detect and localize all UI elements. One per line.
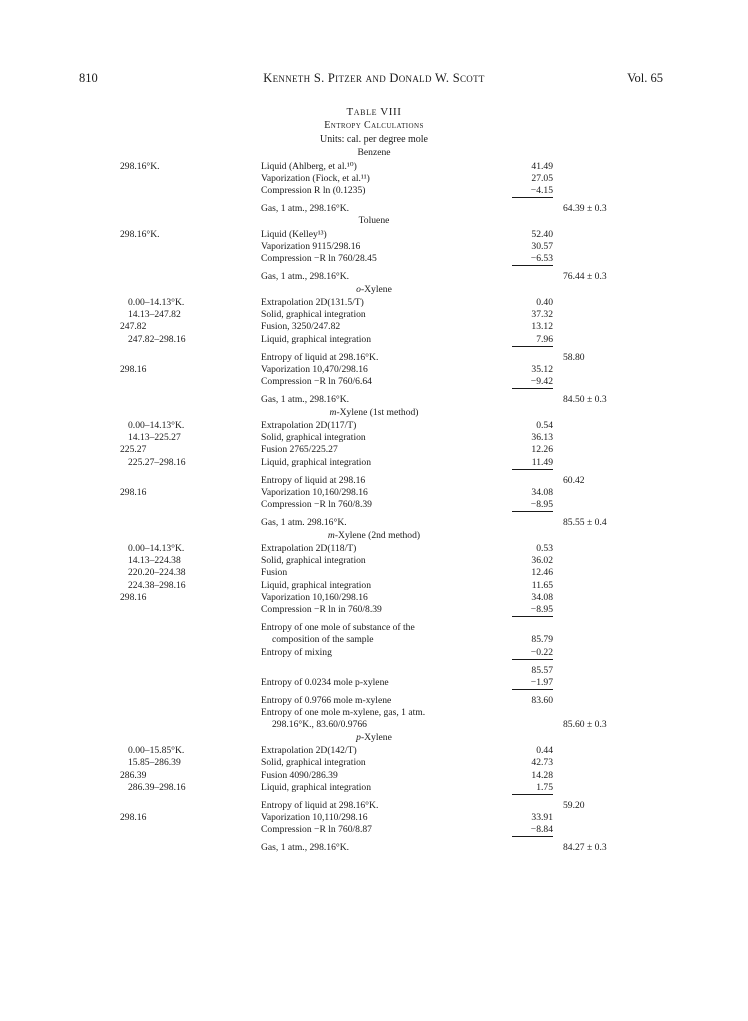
table-row xyxy=(0,757,748,769)
description-cell: Liquid (Kelley¹³) xyxy=(261,228,327,240)
temperature-cell: 225.27 xyxy=(120,444,147,456)
temperature-cell: 298.16°K. xyxy=(120,160,160,172)
table-row xyxy=(0,271,748,283)
table-row xyxy=(0,647,748,659)
section-heading-row xyxy=(0,407,748,421)
table-row xyxy=(0,555,748,567)
page-number: 810 xyxy=(79,71,98,85)
section-heading: o-Xylene xyxy=(356,283,392,295)
description-cell: Fusion, 3250/247.82 xyxy=(261,321,341,333)
value-cell: −8.84 xyxy=(512,824,553,837)
description-cell: Liquid, graphical integration xyxy=(261,781,372,793)
value-cell: −8.95 xyxy=(512,499,553,512)
value-cell: 34.08 xyxy=(531,591,553,603)
value-cell: −0.22 xyxy=(512,647,553,660)
temperature-cell: 220.20–224.38 xyxy=(128,567,186,579)
description-cell: Entropy of liquid at 298.16°K. xyxy=(261,799,379,811)
table-row xyxy=(0,432,748,444)
entropy-table xyxy=(0,147,748,855)
value-cell: 0.44 xyxy=(536,745,553,757)
value-cell: 34.08 xyxy=(531,486,553,498)
temperature-cell: 298.16 xyxy=(120,591,147,603)
description-cell: Entropy of mixing xyxy=(261,646,332,658)
section-heading-row xyxy=(0,147,748,161)
table-row xyxy=(0,444,748,456)
table-row xyxy=(0,812,748,824)
temperature-cell: 14.13–225.27 xyxy=(128,432,181,444)
description-cell: Compression −R ln 760/28.45 xyxy=(261,253,377,265)
result-cell: 84.50 ± 0.3 xyxy=(563,394,607,406)
table-row xyxy=(0,842,748,854)
table-row xyxy=(0,695,748,707)
table-row xyxy=(0,604,748,616)
value-cell: 14.28 xyxy=(531,769,553,781)
table-row xyxy=(0,352,748,364)
table-row xyxy=(0,745,748,757)
temperature-cell: 298.16 xyxy=(120,363,147,375)
description-cell: Liquid, graphical integration xyxy=(261,579,372,591)
table-row xyxy=(0,800,748,812)
value-cell: −1.97 xyxy=(512,677,553,690)
value-cell: 27.05 xyxy=(531,172,553,184)
result-cell: 64.39 ± 0.3 xyxy=(563,203,607,215)
table-row xyxy=(0,394,748,406)
result-cell: 76.44 ± 0.3 xyxy=(563,271,607,283)
table-row xyxy=(0,309,748,321)
value-cell: 11.49 xyxy=(512,457,553,470)
value-cell: 30.57 xyxy=(531,240,553,252)
value-cell: 83.60 xyxy=(531,695,553,707)
section-heading-row xyxy=(0,215,748,229)
value-cell: 33.91 xyxy=(531,812,553,824)
value-cell: 85.79 xyxy=(531,634,553,646)
section-heading: m-Xylene (2nd method) xyxy=(327,529,421,541)
description-cell: Vaporization 10,160/298.16 xyxy=(261,486,368,498)
table-row xyxy=(0,580,748,592)
description-cell: Gas, 1 atm., 298.16°K. xyxy=(261,394,350,406)
description-cell: Fusion 4090/286.39 xyxy=(261,769,338,781)
description-cell: Extrapolation 2D(142/T) xyxy=(261,745,357,757)
table-row xyxy=(0,297,748,309)
description-cell: Liquid, graphical integration xyxy=(261,333,372,345)
description-cell: Vaporization (Fiock, et al.¹¹) xyxy=(261,172,370,184)
temperature-cell: 298.16 xyxy=(120,812,147,824)
table-section xyxy=(0,284,748,407)
value-cell: 0.40 xyxy=(536,297,553,308)
value-cell: 12.46 xyxy=(531,567,553,579)
value-cell: 1.75 xyxy=(512,782,553,795)
value-cell: 41.49 xyxy=(531,160,553,172)
value-cell: −6.53 xyxy=(512,253,553,266)
table-row xyxy=(0,420,748,432)
description-cell: Compression −R ln 760/8.87 xyxy=(261,824,372,836)
value-cell: 37.32 xyxy=(531,309,553,321)
description-cell: Compression −R ln in 760/8.39 xyxy=(261,603,382,615)
section-heading: Toluene xyxy=(358,215,390,227)
temperature-cell: 15.85–286.39 xyxy=(128,757,181,769)
table-row xyxy=(0,782,748,794)
description-cell: Solid, graphical integration xyxy=(261,757,366,769)
description-cell: Entropy of 0.0234 mole p-xylene xyxy=(261,676,389,688)
result-cell: 58.80 xyxy=(563,351,585,363)
table-row xyxy=(0,567,748,579)
section-heading-row xyxy=(0,732,748,746)
result-cell: 85.55 ± 0.4 xyxy=(563,517,607,529)
description-cell: Entropy of liquid at 298.16 xyxy=(261,474,366,486)
table-row xyxy=(0,622,748,634)
table-row xyxy=(0,253,748,265)
value-cell: 52.40 xyxy=(531,228,553,240)
description-cell: Compression R ln (0.1235) xyxy=(261,184,366,196)
description-cell: Extrapolation 2D(117/T) xyxy=(261,420,357,431)
description-cell: Entropy of one mole of substance of the xyxy=(261,622,415,634)
table-row xyxy=(0,707,748,719)
description-cell: Gas, 1 atm. 298.16°K. xyxy=(261,517,347,529)
table-row xyxy=(0,543,748,555)
table-row xyxy=(0,475,748,487)
table-row xyxy=(0,824,748,836)
description-cell: Liquid, graphical integration xyxy=(261,456,372,468)
table-row xyxy=(0,499,748,511)
volume-label: Vol. 65 xyxy=(627,71,663,85)
table-row xyxy=(0,161,748,173)
table-units: Units: cal. per degree mole xyxy=(319,134,428,145)
temperature-cell: 286.39 xyxy=(120,769,147,781)
temperature-cell: 0.00–14.13°K. xyxy=(128,297,185,308)
description-cell: Extrapolation 2D(131.5/T) xyxy=(261,297,364,308)
temperature-cell: 224.38–298.16 xyxy=(128,579,186,591)
section-heading: Benzene xyxy=(357,147,391,158)
temperature-cell: 298.16°K. xyxy=(120,228,160,240)
temperature-cell: 247.82–298.16 xyxy=(128,333,186,345)
value-cell: −9.42 xyxy=(512,376,553,389)
temperature-cell: 247.82 xyxy=(120,321,147,333)
temperature-cell: 0.00–14.13°K. xyxy=(128,420,185,431)
value-cell: 13.12 xyxy=(531,321,553,333)
section-heading: p-Xylene xyxy=(356,731,392,743)
temperature-cell: 298.16 xyxy=(120,486,147,498)
description-cell: Gas, 1 atm., 298.16°K. xyxy=(261,203,350,215)
table-row xyxy=(0,770,748,782)
running-title: Kenneth S. Pitzer and Donald W. Scott xyxy=(263,71,485,85)
temperature-cell: 0.00–15.85°K. xyxy=(128,745,185,757)
section-heading: m-Xylene (1st method) xyxy=(329,406,419,418)
table-row xyxy=(0,677,748,689)
table-section xyxy=(0,732,748,855)
description-cell: composition of the sample xyxy=(272,634,374,646)
table-row xyxy=(0,376,748,388)
description-cell: Gas, 1 atm., 298.16°K. xyxy=(261,271,350,283)
value-cell: 12.26 xyxy=(531,444,553,456)
value-cell: 7.96 xyxy=(512,334,553,347)
result-cell: 85.60 ± 0.3 xyxy=(563,719,607,731)
value-cell: 36.02 xyxy=(531,555,553,567)
description-cell: Fusion xyxy=(261,567,288,579)
table-title: Entropy Calculations xyxy=(324,120,424,131)
result-cell: 84.27 ± 0.3 xyxy=(563,842,607,854)
table-row xyxy=(0,364,748,376)
table-row xyxy=(0,457,748,469)
value-cell: 42.73 xyxy=(531,757,553,769)
table-row xyxy=(0,173,748,185)
table-row xyxy=(0,229,748,241)
temperature-cell: 225.27–298.16 xyxy=(128,456,186,468)
value-cell: 11.65 xyxy=(531,579,553,591)
value-cell: 0.54 xyxy=(536,420,553,431)
value-cell: 85.57 xyxy=(531,664,553,676)
table-row xyxy=(0,321,748,333)
description-cell: Entropy of liquid at 298.16°K. xyxy=(261,351,379,363)
table-row xyxy=(0,334,748,346)
table-row xyxy=(0,185,748,197)
table-section xyxy=(0,215,748,283)
table-label: Table VIII xyxy=(346,106,402,118)
table-row xyxy=(0,592,748,604)
value-cell: 35.12 xyxy=(531,363,553,375)
description-cell: Liquid (Ahlberg, et al.¹⁰) xyxy=(261,160,357,172)
table-section xyxy=(0,147,748,215)
table-row xyxy=(0,203,748,215)
table-row xyxy=(0,634,748,646)
temperature-cell: 286.39–298.16 xyxy=(128,781,186,793)
result-cell: 60.42 xyxy=(563,474,585,486)
description-cell: Solid, graphical integration xyxy=(261,555,366,567)
temperature-cell: 14.13–224.38 xyxy=(128,555,181,567)
section-heading-row xyxy=(0,530,748,544)
table-row xyxy=(0,517,748,529)
description-cell: Vaporization 10,160/298.16 xyxy=(261,591,368,603)
section-heading-row xyxy=(0,284,748,298)
description-cell: Gas, 1 atm., 298.16°K. xyxy=(261,842,350,854)
temperature-cell: 0.00–14.13°K. xyxy=(128,543,185,554)
description-cell: Fusion 2765/225.27 xyxy=(261,444,338,456)
description-cell: Vaporization 10,110/298.16 xyxy=(261,812,368,824)
table-row xyxy=(0,719,748,731)
description-cell: Compression −R ln 760/6.64 xyxy=(261,376,372,388)
description-cell: Solid, graphical integration xyxy=(261,432,366,444)
table-section xyxy=(0,530,748,732)
table-row xyxy=(0,487,748,499)
table-row xyxy=(0,241,748,253)
table-section xyxy=(0,407,748,530)
description-cell: Vaporization 10,470/298.16 xyxy=(261,363,368,375)
result-cell: 59.20 xyxy=(563,799,585,811)
description-cell: Solid, graphical integration xyxy=(261,309,366,321)
value-cell: −8.95 xyxy=(512,604,553,617)
description-cell: Entropy of 0.9766 mole m-xylene xyxy=(261,695,392,707)
value-cell: 36.13 xyxy=(531,432,553,444)
table-row xyxy=(0,665,748,677)
description-cell: Vaporization 9115/298.16 xyxy=(261,240,361,252)
description-cell: Extrapolation 2D(118/T) xyxy=(261,543,357,554)
temperature-cell: 14.13–247.82 xyxy=(128,309,181,321)
value-cell: 0.53 xyxy=(536,543,553,554)
value-cell: −4.15 xyxy=(512,185,553,198)
description-cell: Compression −R ln 760/8.39 xyxy=(261,499,372,511)
description-cell: 298.16°K., 83.60/0.9766 xyxy=(272,719,367,731)
description-cell: Entropy of one mole m-xylene, gas, 1 atm. xyxy=(261,707,426,719)
